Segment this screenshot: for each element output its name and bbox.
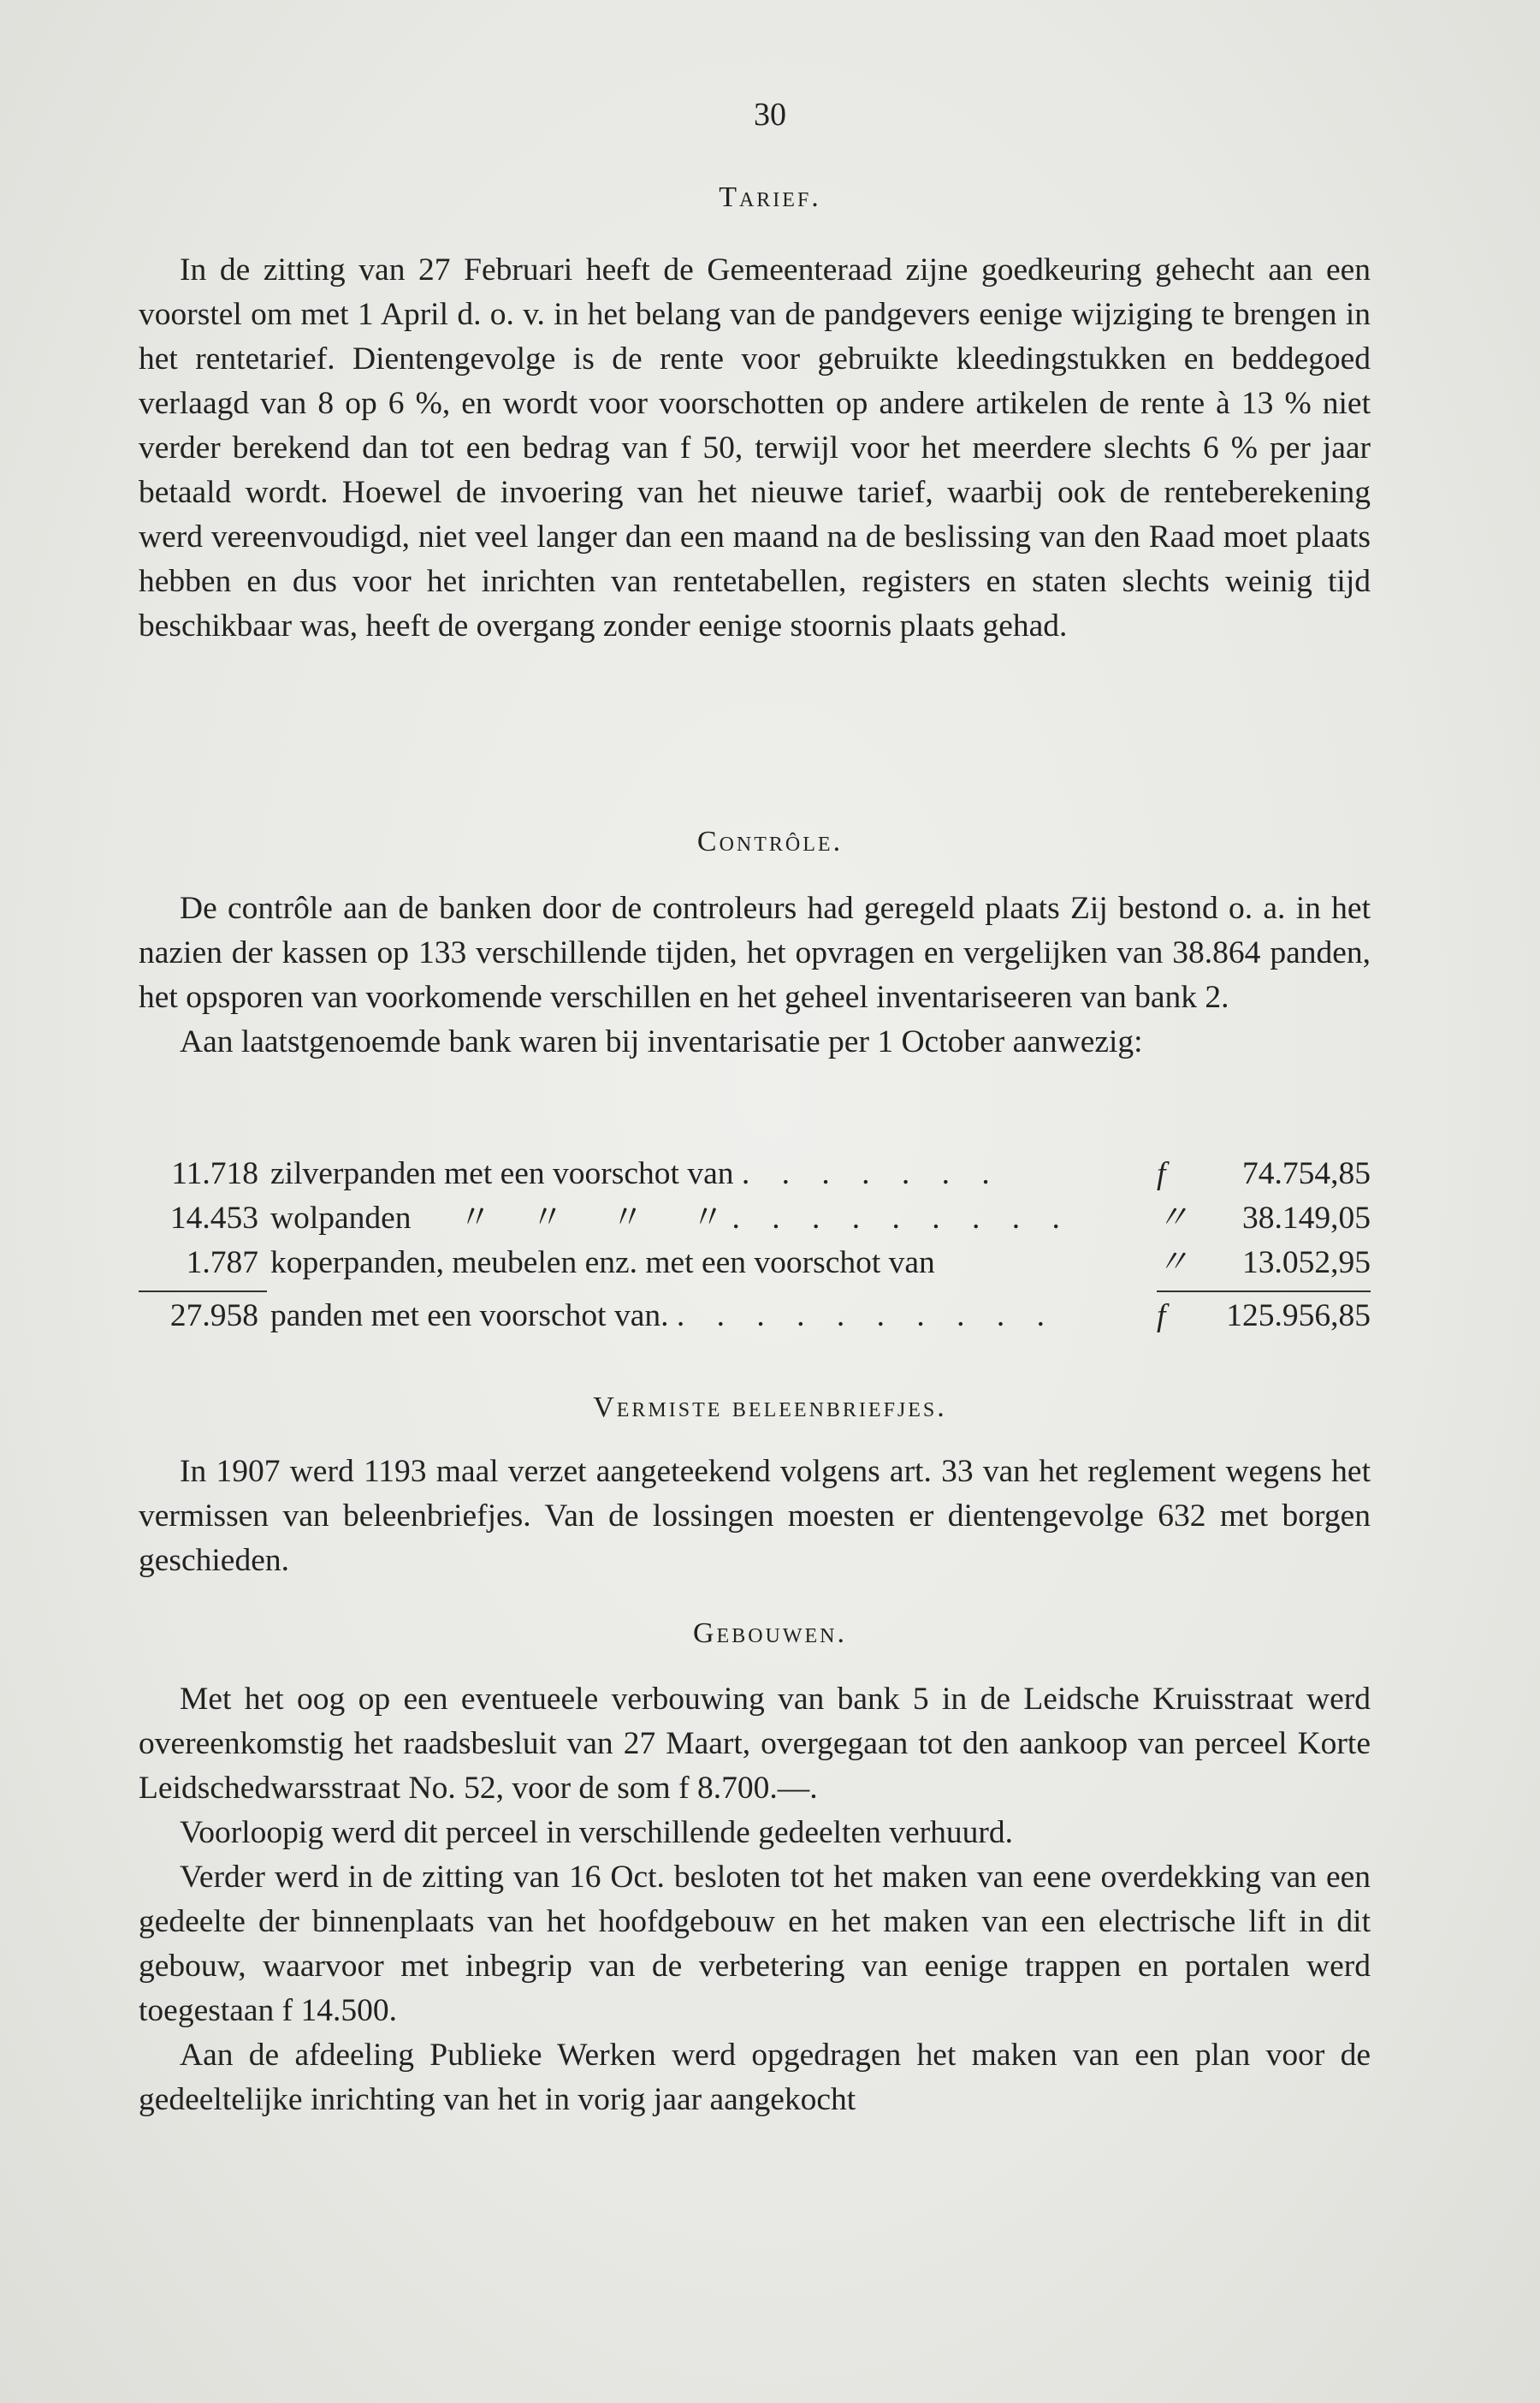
row-currency: f [1157, 1156, 1166, 1191]
section-tarief-body [139, 248, 1371, 649]
total-currency: f [1157, 1298, 1166, 1333]
section-vermiste-body [139, 1450, 1371, 1583]
total-count: 27.958 [169, 1298, 258, 1333]
table-total-row [139, 1294, 1371, 1338]
row-amount: 38.149,05 [1242, 1201, 1371, 1236]
row-description: wolpanden 〃 〃 〃 〃 . . . . . . . . . [270, 1201, 1072, 1236]
inventory-table [139, 1152, 1371, 1338]
heading-vermiste-beleenbriefjes: Vermiste beleenbriefjes. [593, 1391, 947, 1423]
section-gebouwen-body [139, 1677, 1371, 2122]
page-number: 30 [754, 97, 786, 133]
heading-gebouwen: Gebouwen. [692, 1617, 848, 1649]
row-description: zilverpanden met een voorschot van . . . . . . . [270, 1156, 1002, 1191]
total-rule-right [1157, 1290, 1371, 1292]
row-amount: 13.052,95 [1242, 1245, 1371, 1280]
heading-controle: Contrôle. [696, 826, 844, 857]
paragraph-gebouwen-1: Met het oog op een eventueele verbouwing van bank 5 in de Leidsche Kruisstraat werd overeenkomstig het raadsbesluit van 27 Maart, overgegaan tot den aankoop van perceel Korte Leidschedwarsstraat No. 52, voor de som f 8.700.—. [139, 1682, 1371, 1806]
paragraph-gebouwen-3: Verder werd in de zitting van 16 Oct. besloten tot het maken van eene overdekking van een gedeelte der binnenplaats van het hoofdgebouw en het maken van een electrische lift in dit gebouw, waarvoor met inbegrip van de verbetering van eenige trappen en portalen werd toegestaan f 14.500. [139, 1860, 1371, 2028]
section-controle-body [139, 887, 1371, 1065]
paragraph-gebouwen-4: Aan de afdeeling Publieke Werken werd opgedragen het maken van een plan voor de gedeeltelijke inrichting van het in vorig jaar aangekocht [139, 2038, 1371, 2117]
row-count: 11.718 [171, 1156, 258, 1191]
paragraph-vermiste: In 1907 werd 1193 maal verzet aangeteekend volgens art. 33 van het reglement wegens het vermissen van beleenbriefjes. Van de lossingen moesten er dientengevolge 632 met borgen geschieden. [139, 1454, 1371, 1578]
paragraph-controle-1: De contrôle aan de banken door de controleurs had geregeld plaats Zij bestond o. a. in het nazien der kassen op 133 verschillende tijden, het opvragen en vergelijken van 38.864 panden, het opsporen van voorkomende verschillen en het geheel inventariseeren van bank 2. [139, 891, 1371, 1015]
row-count: 14.453 [169, 1201, 258, 1236]
row-amount: 74.754,85 [1242, 1156, 1371, 1191]
paragraph-tarief: In de zitting van 27 Februari heeft de Gemeenteraad zijne goedkeuring gehecht aan een voorstel om met 1 April d. o. v. in het belang van de pandgevers eenige wijziging te brengen in het rentetarief. Dientengevolge is de rente voor gebruikte kleedingstukken en beddegoed verlaagd van 8 op 6 %, en wordt voor voorschotten op andere artikelen de rente à 13 % niet verder berekend dan tot een bedrag van f 50, terwijl voor het meerdere slechts 6 % per jaar betaald wordt. Hoewel de invoering van het nieuwe tarief, waarbij ook de renteberekening werd vereenvoudigd, niet veel langer dan een maand na de beslissing van den Raad moet plaats hebben en dus voor het inrichten van rentetabellen, registers en staten slechts weinig tijd beschikbaar was, heeft de overgang zonder eenige stoornis plaats gehad. [139, 252, 1371, 644]
row-description: koperpanden, meubelen enz. met een voorschot van [270, 1245, 935, 1280]
heading-tarief: Tarief. [719, 181, 821, 213]
paragraph-gebouwen-2: Voorloopig werd dit perceel in verschillende gedeelten verhuurd. [180, 1815, 1013, 1850]
row-currency: 〃 [1157, 1201, 1189, 1236]
row-count: 1.787 [186, 1245, 258, 1280]
total-amount: 125.956,85 [1226, 1298, 1371, 1333]
total-rule-left [139, 1290, 267, 1292]
table-row [139, 1196, 1371, 1241]
table-row [139, 1241, 1371, 1285]
table-row [139, 1152, 1371, 1196]
total-description: panden met een voorschot van. . . . . . . . . . . [270, 1298, 1057, 1333]
paragraph-controle-2: Aan laatstgenoemde bank waren bij inventarisatie per 1 October aanwezig: [180, 1024, 1143, 1059]
row-currency: 〃 [1157, 1245, 1189, 1280]
